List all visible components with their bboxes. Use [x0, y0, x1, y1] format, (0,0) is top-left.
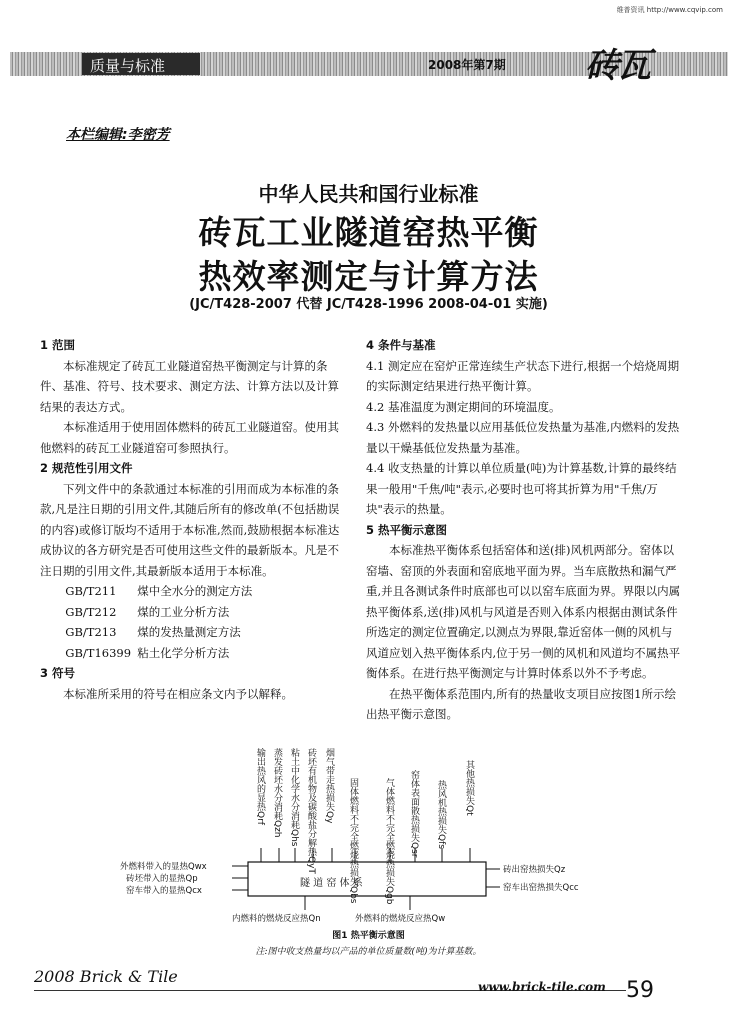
clause-4-2: 4.2 基准温度为测定期间的环境温度。 [366, 399, 561, 414]
section-heading: 1 范围 [40, 338, 76, 352]
diagram-top-label: 热风机热损失Qfs [436, 780, 446, 849]
diagram-top-label: 窑体表面散热损失Qsr [409, 770, 419, 858]
diagram-top-label: 砖坯有机物及碳酸盐分解热QyT [306, 748, 316, 874]
title-line3: 热效率测定与计算方法 [198, 257, 539, 296]
reference-code: GB/T211 [65, 584, 117, 598]
diagram-bottom-input: 外燃料的燃烧反应热Qw [355, 914, 446, 924]
section-heading: 4 条件与基准 [366, 338, 436, 352]
editor-credit: 本栏编辑:李密芳 [66, 127, 170, 143]
source-watermark: 维普资讯 http://www.cqvip.com [616, 6, 723, 14]
diagram-top-label: 固体燃料不完全燃烧热损失Qbs [348, 778, 358, 904]
paragraph: 下列文件中的条款通过本标准的引用而成为本标准的条款,凡是注日期的引用文件,其随后所有的修改单(不包括勘误的内容)或修订版均不适用于本标准,然而,鼓励根据本标准达成协议的各方研究是否可使用这些文件的最新版本。凡是不注日期的引用文件,其最新版本适用于本标准。 [40, 481, 340, 578]
paragraph: 在热平衡体系范围内,所有的热量收支项目应按图1所示绘出热平衡示意图。 [366, 686, 676, 721]
footer-url: www.brick-tile.com [478, 980, 606, 994]
diagram-top-label: 烟气带走热损失Qy [324, 748, 334, 824]
standard-number: (JC/T428-2007 代替 JC/T428-1996 2008-04-01 实施) [189, 297, 548, 312]
title-line2: 砖瓦工业隧道窑热平衡 [198, 213, 539, 252]
reference-name: 煤的发热量测定方法 [137, 625, 241, 639]
page-number: 59 [626, 978, 654, 1003]
clause-4-4: 4.4 收支热量的计算以单位质量(吨)为计算基数,计算的最终结果一般用"千焦/吨"表示,必要时也可将其折算为用"千焦/万块"表示的热量。 [366, 461, 677, 516]
reference-name: 煤中全水分的测定方法 [137, 584, 253, 598]
diagram-left-input: 窑车带入的显热Qcx [126, 886, 202, 896]
column-label: 质量与标准 [90, 57, 166, 75]
diagram-right-output: 砖出窑热损失Qz [503, 865, 566, 875]
figure-caption: 图1 热平衡示意图 [332, 931, 405, 941]
reference-code: GB/T16399 [65, 645, 132, 660]
paragraph: 本标准规定了砖瓦工业隧道窑热平衡测定与计算的条件、基准、符号、技术要求、测定方法、计算方法以及计算结果的表达方式。 [40, 358, 339, 414]
reference-code: GB/T212 [65, 604, 117, 619]
diagram-bottom-input: 内燃料的燃烧反应热Qn [232, 914, 321, 924]
diagram-right-output: 窑车出窑热损失Qcc [503, 883, 579, 893]
section-heading: 5 热平衡示意图 [366, 522, 448, 537]
diagram-top-label: 蒸发砖坯水分消耗Qzh [272, 748, 282, 838]
paragraph: 本标准所采用的符号在相应条文内予以解释。 [63, 686, 293, 701]
kiln-system-box [248, 862, 486, 896]
top-arrows [261, 848, 470, 862]
diagram-left-input: 砖坯带入的显热Qp [126, 874, 198, 884]
kiln-system-label: 隧 道 窑 体 系 [300, 878, 363, 889]
issue-label: 2008年第7期 [428, 58, 506, 72]
left-arrows [232, 866, 248, 890]
section-heading: 2 规范性引用文件 [40, 461, 133, 475]
title-line1: 中华人民共和国行业标准 [258, 182, 479, 206]
diagram-left-input: 外燃料带入的显热Qwx [120, 862, 207, 872]
footer-magazine: 2008 Brick & Tile [34, 967, 178, 986]
diagram-top-label: 其他热损失Qt [464, 760, 474, 816]
reference-name: 粘土化学分析方法 [137, 645, 230, 660]
diagram-top-label: 输出热风的显热Qrf [255, 748, 265, 825]
paragraph: 本标准适用于使用固体燃料的砖瓦工业隧道窑。使用其他燃料的砖瓦工业隧道窑可参照执行。 [40, 420, 339, 455]
right-arrows [486, 869, 500, 887]
reference-code: GB/T213 [65, 625, 117, 639]
diagram-top-label: 气体燃料不完全燃烧热损失Qgb [384, 778, 394, 905]
diagram-top-label: 粘土中化学水分消耗Qhs [289, 748, 299, 847]
clause-4-1: 4.1 测定应在窑炉正常连续生产状态下进行,根据一个焙烧周期的实际测定结果进行热平衡计算。 [366, 358, 680, 393]
magazine-logo: 砖瓦 [585, 46, 649, 86]
reference-name: 煤的工业分析方法 [137, 604, 230, 619]
clause-4-3: 4.3 外燃料的发热量以应用基低位发热量为基准,内燃料的发热量以干燥基低位发热量为基准。 [366, 420, 680, 455]
figure-note: 注:图中收支热量均以产品的单位质量数(吨)为计算基数。 [255, 947, 482, 957]
section-heading: 3 符号 [40, 666, 76, 680]
paragraph: 本标准热平衡体系包括窑体和送(排)风机两部分。窑体以窑墙、窑顶的外表面和窑底地平面为界。当车底散热和漏气严重,并且各测试条件时底部也可以以窑车底面为界。界限以内属热平衡体系,送(排)风机与风道是否则入体系内根据由测试条件所选定的测定位置确定,以测点为界限,靠近窑体一侧的风机与风道应划入热平衡体系内,位于另一侧的风机和风道均不属热平衡体系。在进行热平衡测定与计算时体系以外不予考虑。 [366, 543, 681, 680]
